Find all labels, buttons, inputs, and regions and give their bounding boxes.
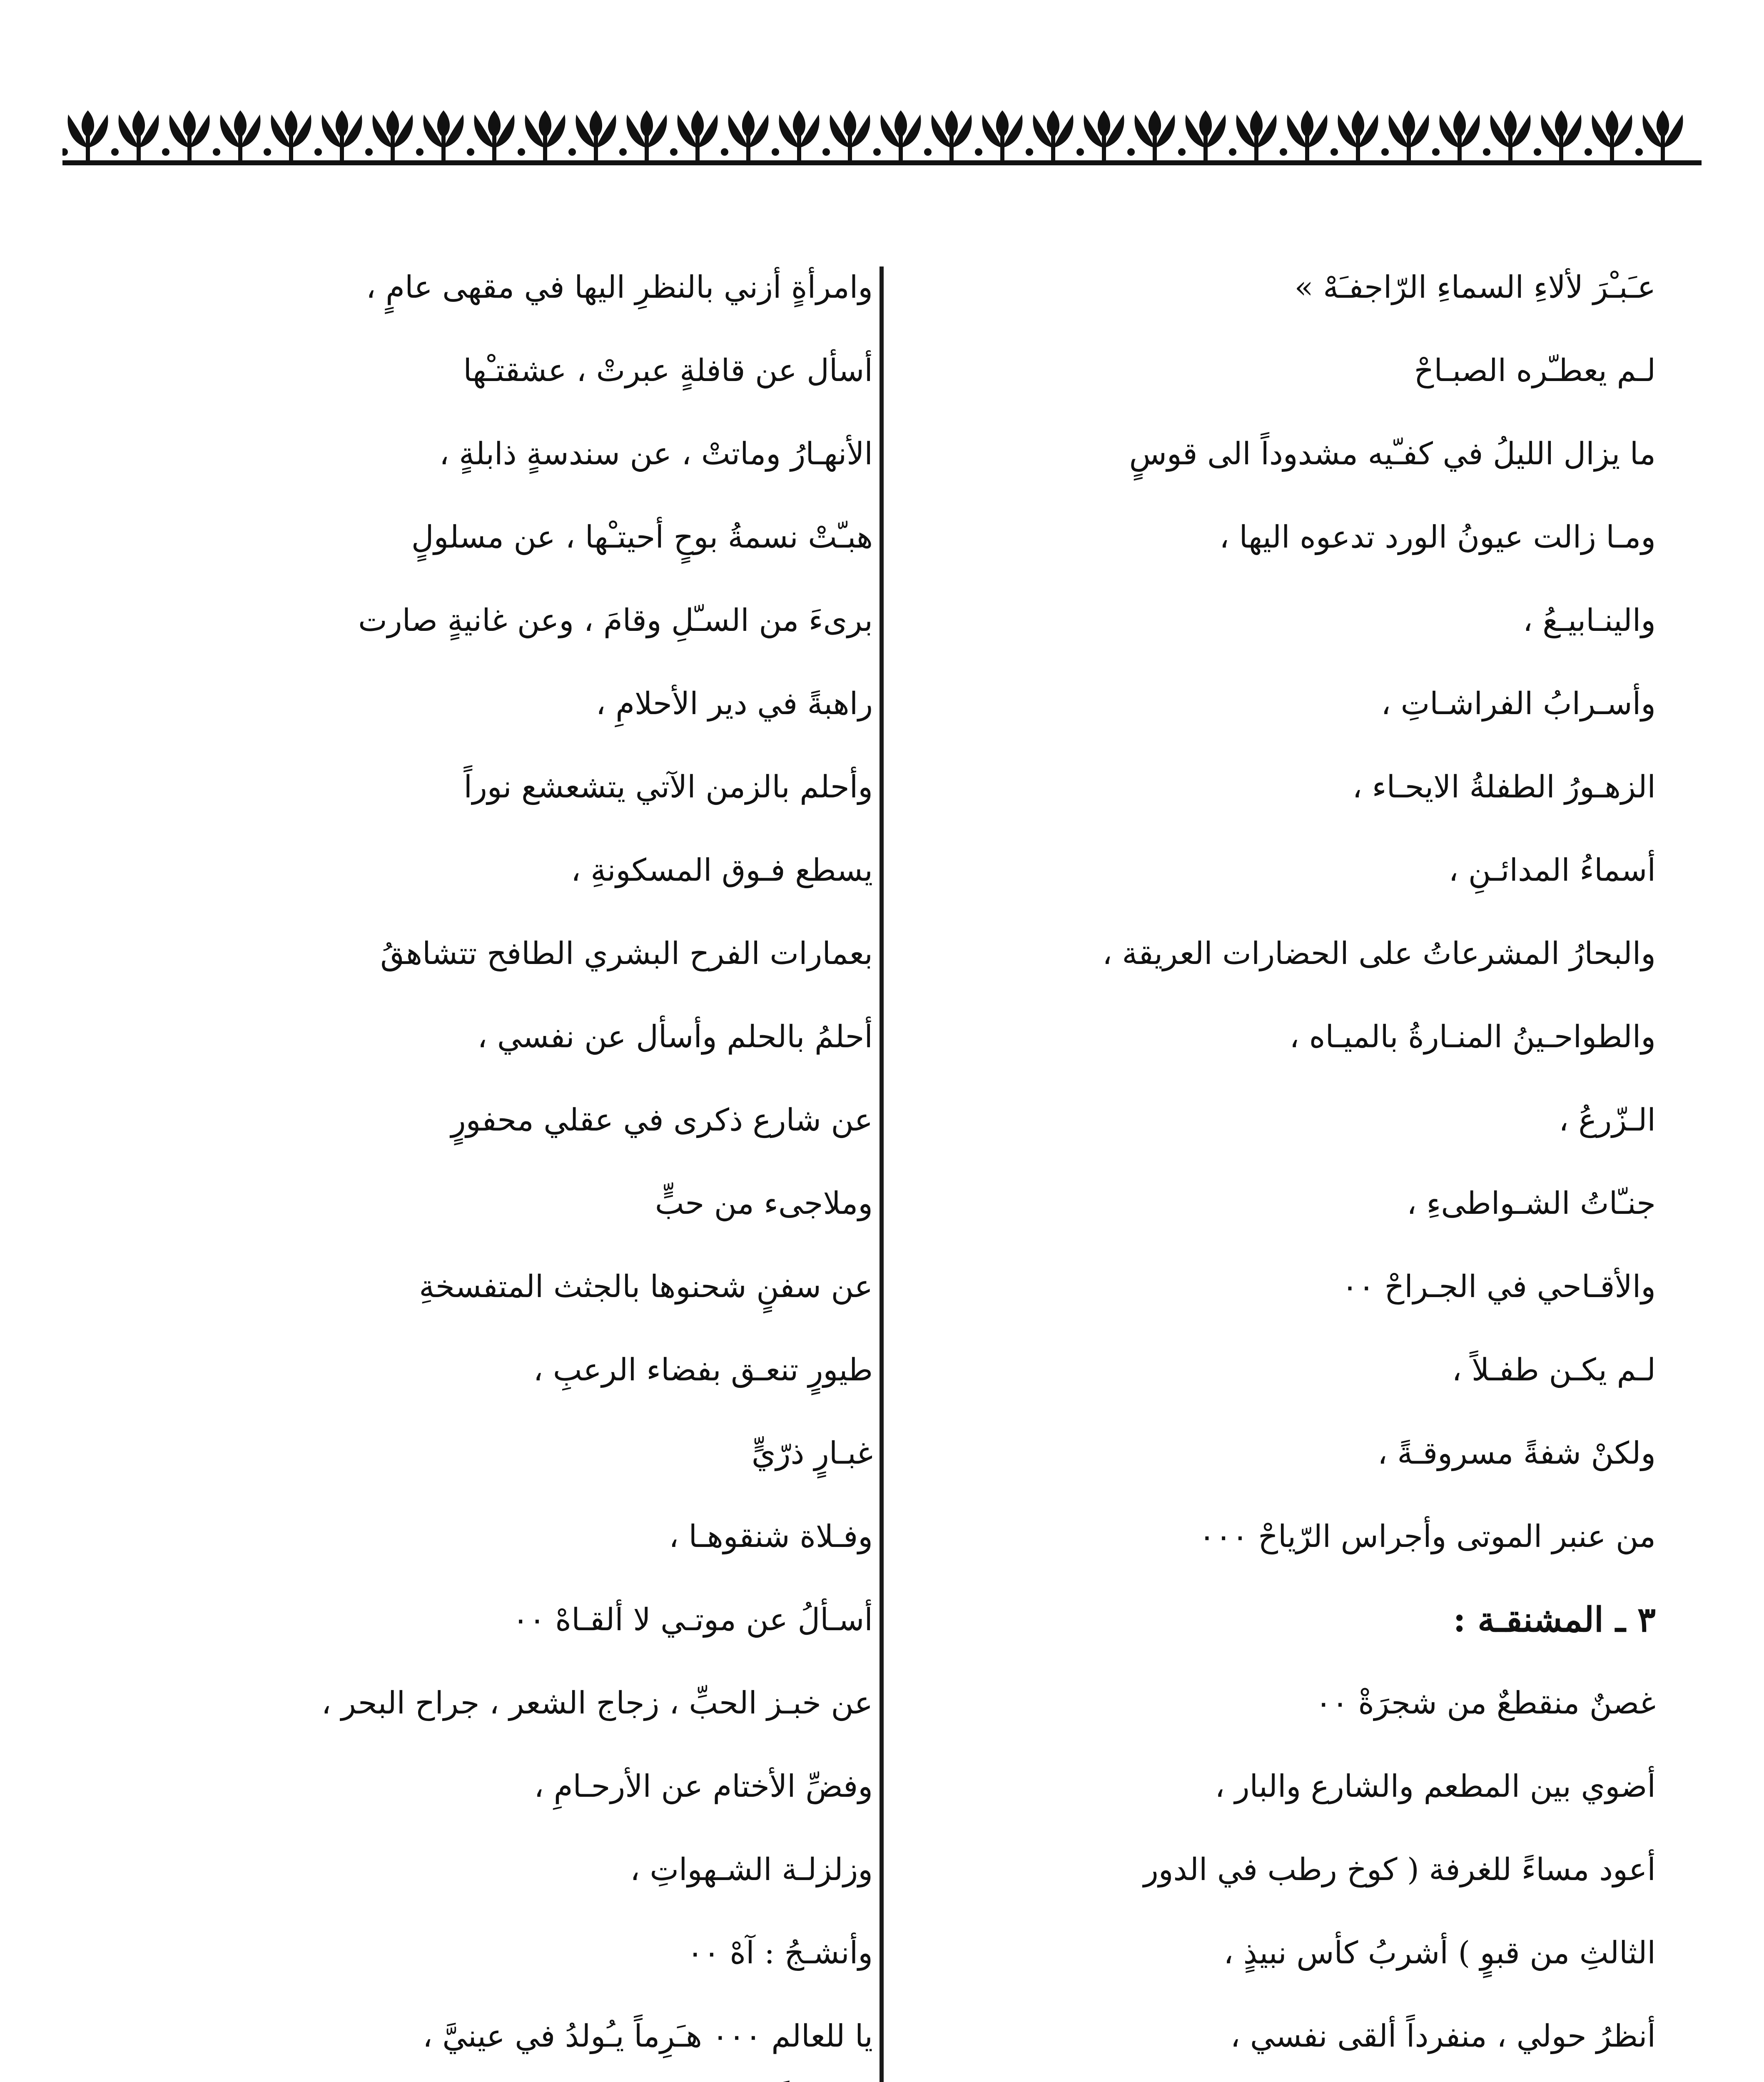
poem-line: وأنشـجُ : آهْ ٠٠ — [687, 1935, 873, 1971]
floral-ornament-icon — [62, 98, 1702, 177]
poem-line: برىءَ من السـّلِ وقامَ ، وعن غانيةٍ صارت — [358, 603, 873, 638]
poem-line: أسـألُ عن موتـي لا ألقـاهْ ٠٠ — [512, 1602, 873, 1638]
poem-line: ولكنْ شفةً مسروقـةً ، — [1378, 1435, 1656, 1471]
poem-line: يا للعالم ٠٠٠ هـَرِماً يـُولدُ في عينيَّ ، — [422, 2018, 873, 2054]
poem-line: من عنبر الموتى وأجراس الرّياحْ ٠٠٠ — [1198, 1519, 1656, 1554]
header-ornament-band — [62, 98, 1702, 177]
poem-line: أحلمُ بالحلم وأسأل عن نفسي ، — [477, 1019, 873, 1055]
poem-line: عن خبـز الحبِّ ، زجاج الشعر ، جراح البحر ، — [321, 1685, 873, 1721]
poem-line: الزهـورُ الطفلةُ الايحـاء ، — [1352, 769, 1656, 805]
poem-line: وزلزلـة الشـهواتِ ، — [630, 1852, 873, 1888]
poem-line: وامرأةٍ أزني بالنظرِ اليها في مقهى عامٍ ، — [366, 269, 873, 305]
poem-line: وفـلاة شنقوهـا ، — [669, 1519, 873, 1554]
poem-line: ومـا زالت عيونُ الورد تدعوه اليها ، — [1219, 519, 1656, 555]
poem-column-left — [82, 246, 873, 2082]
poem-line: لـم يعطـّره الصبـاحْ — [1414, 353, 1656, 389]
poem-line: ما يزال الليلُ في كفـّيه مشدوداً الى قوسٍ — [1129, 436, 1656, 472]
poem-line: والطواحـينُ المنـارةُ بالميـاه ، — [1289, 1019, 1656, 1055]
poem-line: يسطع فـوق المسكونةِ ، — [571, 852, 873, 888]
poem-line: عـَبـْرَ لألاءِ السماءِ الرّاجفـَهْ » — [1294, 269, 1656, 305]
poem-line: وأسـرابُ الفراشـاتِ ، — [1381, 686, 1656, 722]
poem-line: هبـّتْ نسمةُ بوحٍ أحيتـْها ، عن مسلولٍ — [411, 519, 873, 555]
poem-line: الـزّرعُ ، — [1559, 1102, 1656, 1138]
poem-line: غصنٌ منقطعٌ من شجرَةْ ٠٠ — [1315, 1685, 1656, 1721]
poem-line: الأنهـارُ وماتتْ ، عن سندسةٍ ذابلةٍ ، — [439, 436, 873, 472]
poem-line: أسماءُ المدائـنِ ، — [1448, 852, 1656, 888]
poem-line: عن شارع ذكرى في عقلي محفورٍ — [451, 1102, 873, 1138]
section-heading: ٣ ـ المشنقـة : — [1453, 1600, 1656, 1640]
poem-line: بعمارات الفرح البشري الطافح تتشاهقُ — [380, 936, 873, 971]
poem-line: أضوي بين المطعم والشارع والبار ، — [1215, 1768, 1656, 1804]
poem-line: والينـابيـعُ ، — [1522, 603, 1656, 638]
poem-line: جنـّاتُ الشـواطىءِ ، — [1407, 1185, 1656, 1221]
poem-line: طيورٍ تنعـق بفضاء الرعبِ ، — [533, 1352, 873, 1388]
poem-line: الثالثِ من قبوٍ ) أشربُ كأس نبيذٍ ، — [1223, 1935, 1656, 1971]
poem-line: والبحارُ المشرعاتُ على الحضارات العريقة ، — [1102, 936, 1656, 971]
column-divider — [880, 266, 884, 2082]
poem-line: أسأل عن قافلةٍ عبرتْ ، عشقتـْها — [463, 353, 873, 389]
poem-line: وملاجىء من حبٍّ — [655, 1185, 873, 1221]
poem-line: راهبةً في دير الأحلامِ ، — [595, 686, 873, 722]
poem-line: وفضِّ الأختام عن الأرحـامِ ، — [534, 1768, 873, 1804]
poem-line: وأحلم بالزمن الآتي يتشعشع نوراً — [463, 769, 873, 805]
poem-line — [906, 2078, 1656, 2082]
poem-line: أعود مساءً للغرفة ( كوخ رطب في الدور — [1143, 1852, 1656, 1888]
poem-line: عن سفنٍ شحنوها بالجثث المتفسخةِ — [419, 1269, 873, 1305]
poem-line: غبـارٍ ذرّيٍّ — [751, 1435, 873, 1471]
poem-line: لـم يكـن طفـلاً ، — [1452, 1352, 1656, 1388]
poem-line: أنظرُ حولي ، منفرداً ألقى نفسي ، — [1230, 2018, 1656, 2054]
poem-column-right — [906, 246, 1656, 2082]
poem-line: والأقـاحي في الجـراحْ ٠٠ — [1341, 1269, 1656, 1305]
poem-line — [82, 2078, 873, 2082]
